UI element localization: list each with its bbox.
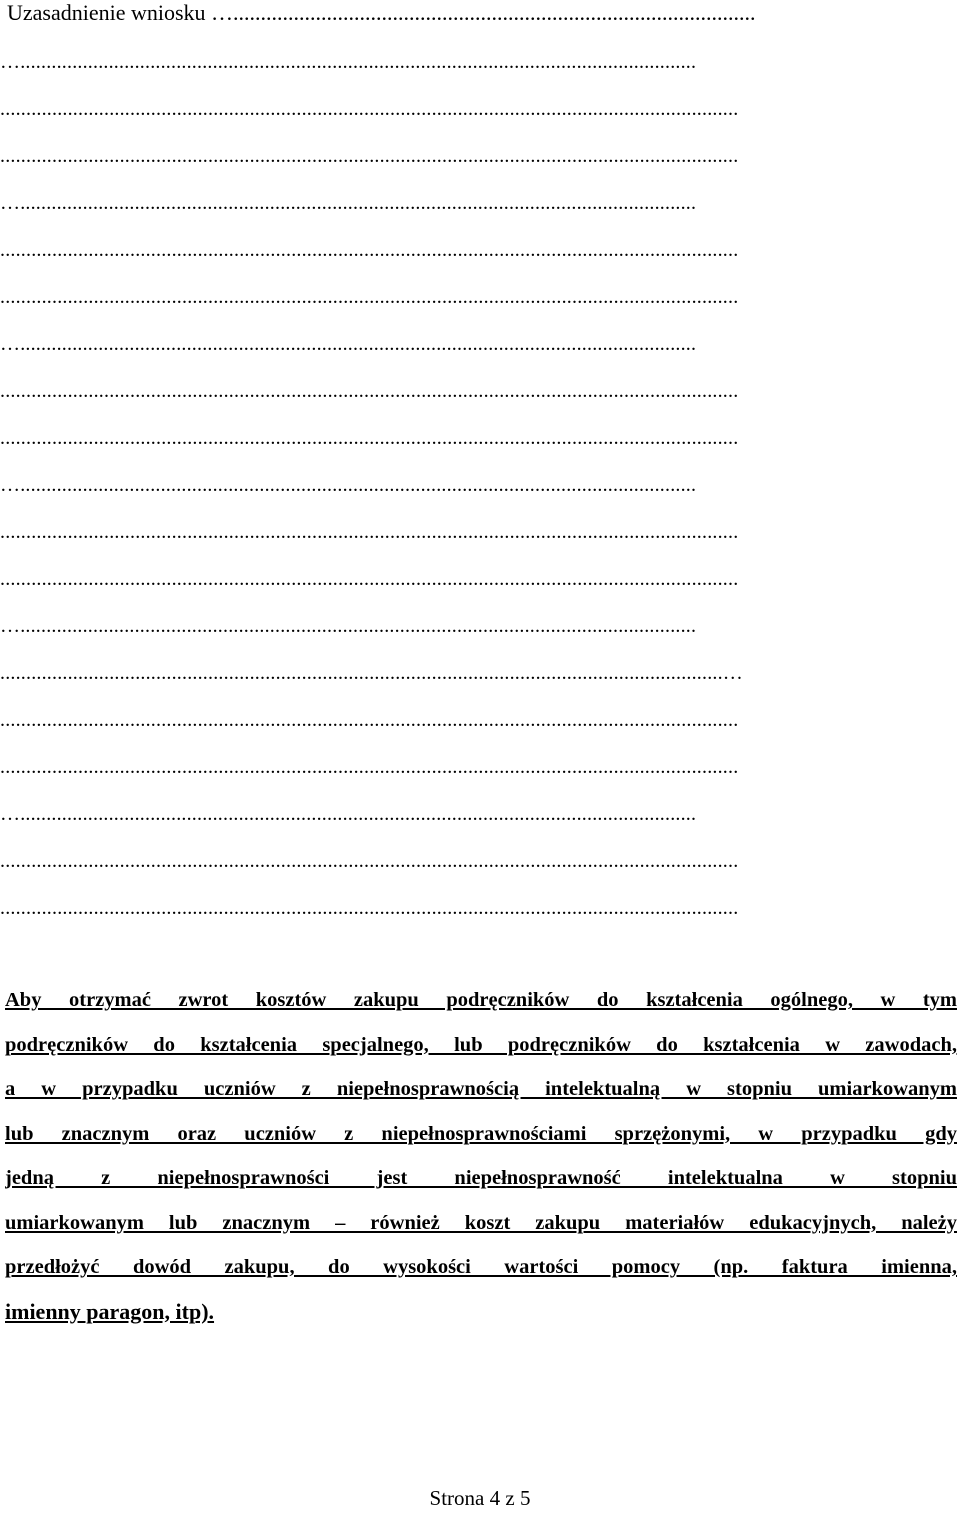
instruction-line: lub znacznym oraz uczniów z niepełnosprawnościami sprzężonymi, w przypadku gdy [5,1122,957,1145]
fill-line: .............................................................................................................................................. [0,756,739,778]
fill-line: .............................................................................................................................................. [0,521,739,543]
instruction-line: imienny paragon, itp). [5,1298,215,1324]
instruction-line: jedną z niepełnosprawności jest niepełnosprawność intelektualna w stopniu [5,1167,957,1189]
fill-line: ….................................................................................................................................. [0,615,697,637]
fill-line: .............................................................................................................................................. [0,850,739,872]
instruction-line: umiarkowanym lub znacznym – również koszt zakupu materiałów edukacyjnych, należy [5,1211,957,1234]
fill-line: .............................................................................................................................................. [0,239,739,261]
fill-line: ….................................................................................................................................. [0,474,697,496]
fill-line: .............................................................................................................................................. [0,897,739,919]
instruction-line: Aby otrzymać zwrot kosztów zakupu podręczników do kształcenia ogólnego, w tym [5,989,957,1011]
justification-heading: Uzasadnienie wniosku …............................................................................................... [7,0,756,25]
fill-line: .............................................................................................................................................. [0,568,739,590]
fill-line: ….................................................................................................................................. [0,192,697,214]
fill-line: ...........................................................................................................................................… [0,662,743,684]
instruction-line: podręczników do kształcenia specjalnego, lub podręczników do kształcenia w zawodach, [5,1033,957,1056]
refund-instructions [5,985,957,1331]
fill-line: .............................................................................................................................................. [0,145,739,167]
justification-fill-lines [0,42,960,935]
instruction-line: a w przypadku uczniów z niepełnosprawnością intelektualną w stopniu umiarkowanym [5,1078,957,1100]
fill-line: ….................................................................................................................................. [0,803,697,825]
fill-line: .............................................................................................................................................. [0,380,739,402]
instruction-line: przedłożyć dowód zakupu, do wysokości wartości pomocy (np. faktura imienna, [5,1256,957,1278]
page-number: Strona 4 z 5 [429,1486,531,1510]
fill-line: .............................................................................................................................................. [0,286,739,308]
fill-line: .............................................................................................................................................. [0,709,739,731]
fill-line: .............................................................................................................................................. [0,427,739,449]
fill-line: ….................................................................................................................................. [0,51,697,73]
fill-line: ….................................................................................................................................. [0,333,697,355]
fill-line: .............................................................................................................................................. [0,98,739,120]
